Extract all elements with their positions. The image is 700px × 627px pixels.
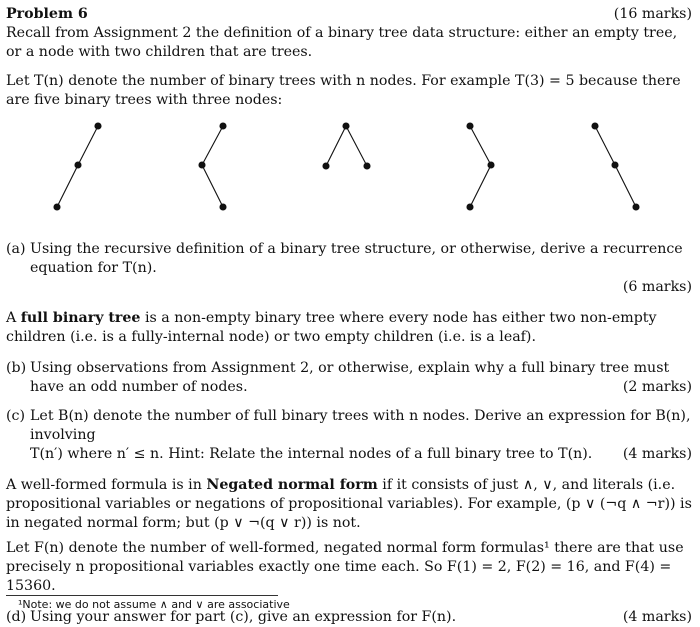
nnf-def-before: A well-formed formula is in (6, 477, 207, 493)
part-c-text-line1: Let B(n) denote the number of full binary trees with n nodes. Derive an expression for B(n), involving (30, 408, 691, 443)
part-c-text-line2: T(n′) where n′ ≤ n. Hint: Relate the internal nodes of a full binary tree to T(n). (30, 446, 593, 462)
fn-definition: Let F(n) denote the number of well-formed, negated normal form formulas¹ there are that use precisely n propositional variables exactly one time each. So F(1) = 2, F(2) = 16, and F(4) = 15360. (6, 540, 684, 594)
part-a-text: Using the recursive definition of a binary tree structure, or otherwise, derive a recurrence equation for T(n). (30, 241, 683, 276)
footnote-rule (6, 595, 278, 596)
footnote: ¹Note: we do not assume ∧ and ∨ are associative (18, 598, 290, 611)
binary-trees-figure (6, 118, 692, 236)
part-b-label: (b) (6, 360, 27, 376)
part-a (6, 240, 692, 297)
full-def-before: A (6, 310, 21, 326)
tree-left-right (199, 123, 226, 210)
part-b-marks: (2 marks) (622, 379, 692, 395)
nnf-definition (6, 476, 692, 533)
part-d-text: Using your answer for part (c), give an expression for F(n). (30, 609, 457, 625)
part-a-label: (a) (6, 241, 26, 257)
tn-definition: Let T(n) denote the number of binary trees with n nodes. For example T(3) = 5 because there are five binary trees with three nodes: (6, 73, 681, 108)
full-def-after: is a non-empty binary tree where every node has either two non-empty children (i.e. is a fully-internal node) or two empty children (i.e. is a leaf). (6, 310, 657, 345)
problem-title: Problem 6 (6, 6, 88, 22)
full-binary-tree-definition (6, 309, 692, 347)
part-b-text: Using observations from Assignment 2, or otherwise, explain why a full binary tree must have an odd number of nodes. (30, 360, 670, 395)
nnf-def-term: Negated normal form (206, 477, 378, 493)
intro-paragraph: Recall from Assignment 2 the definition of a binary tree data structure: either an empty tree, or a node with two children that are trees. (6, 25, 678, 60)
nnf-def-after: if it consists of just ∧, ∨, and literals (i.e. propositional variables or negations of propositional variables). For example, (p ∨ (¬q ∧ ¬r)) is in negated normal form; but (p ∨ ¬(q ∨ r)) is not. (6, 477, 692, 531)
tree-right-right (592, 123, 639, 210)
tree-right-left (467, 123, 494, 210)
part-d-label: (d) (6, 609, 27, 625)
full-def-term: full binary tree (20, 310, 141, 326)
tree-left-left (54, 123, 101, 210)
part-c-label: (c) (6, 408, 26, 424)
tree-balanced (323, 123, 370, 169)
problem-header (6, 5, 692, 24)
part-b (6, 359, 692, 397)
part-c-marks: (4 marks) (622, 446, 692, 462)
problem-page (6, 5, 692, 627)
part-a-marks: (6 marks) (622, 279, 692, 295)
part-d-marks: (4 marks) (622, 609, 692, 625)
problem-marks: (16 marks) (613, 6, 692, 22)
part-c (6, 407, 692, 464)
